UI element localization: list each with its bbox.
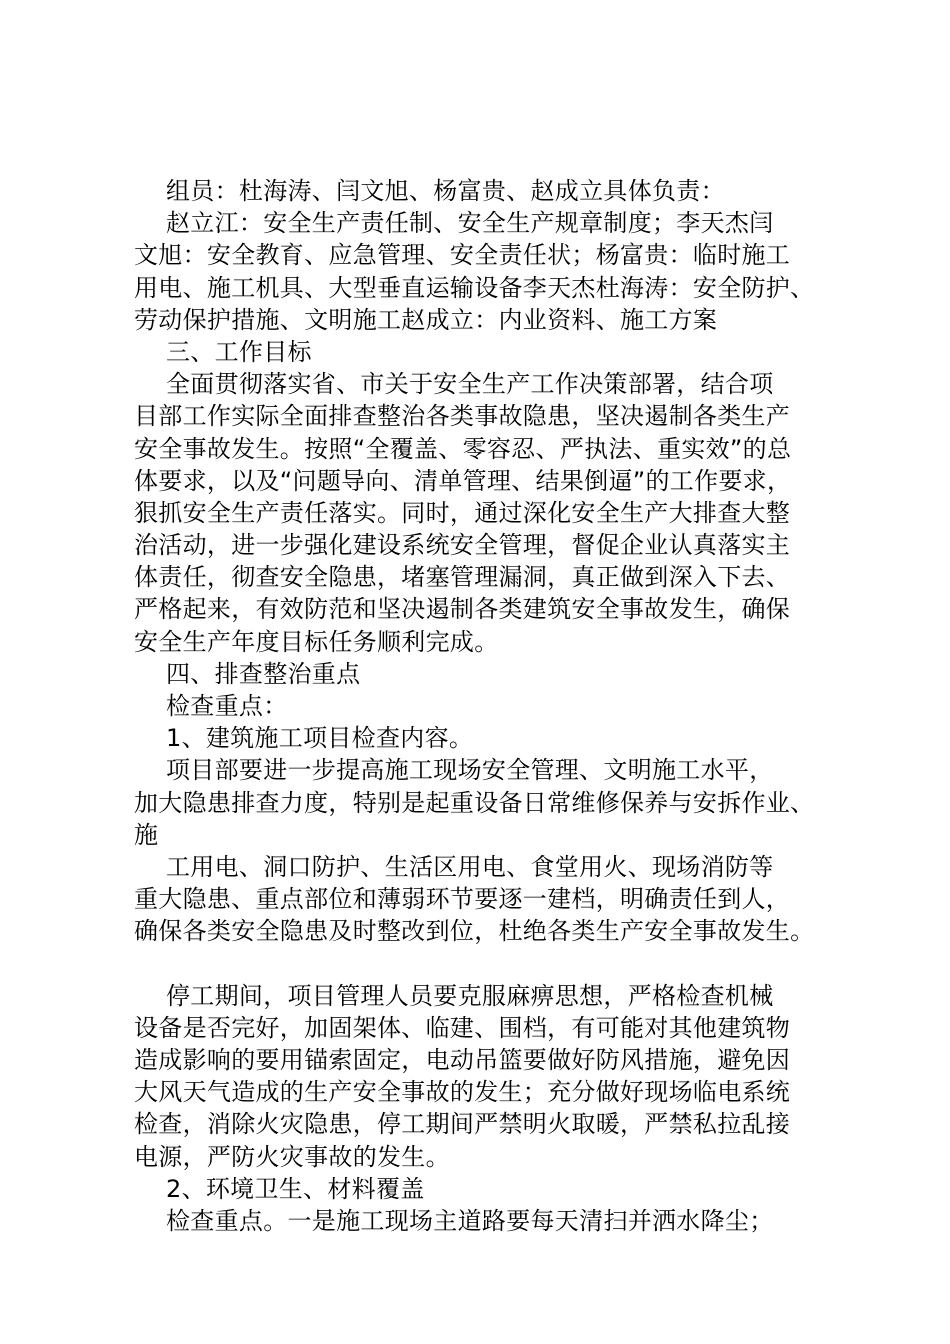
text-line: 体责任，彻查安全隐患，堵塞管理漏洞，真正做到深入下去、 [134,563,791,592]
text-line: 加大隐患排查力度，特别是起重设备日常维修保养与安拆作业、 [134,788,815,817]
text-line: 确保各类安全隐患及时整改到位，杜绝各类生产安全事故发生。 [134,917,815,946]
text-line: 重大隐患、重点部位和薄弱环节要逐一建档，明确责任到人， [134,885,791,914]
text-line: 1、建筑施工项目检查内容。 [166,724,474,753]
text-line: 大风天气造成的生产安全事故的发生；充分做好现场临电系统 [134,1078,791,1107]
text-line: 治活动，进一步强化建设系统安全管理，督促企业认真落实主 [134,531,791,560]
text-line: 劳动保护措施、文明施工赵成立：内业资料、施工方案 [134,305,718,334]
text-line: 安全事故发生。按照“全覆盖、零容忍、严执法、重实效”的总 [134,434,792,463]
text-line: 组员：杜海涛、闫文旭、杨富贵、赵成立具体负责： [166,177,725,205]
text-line: 项目部要进一步提高施工现场安全管理、文明施工水平， [166,756,774,785]
text-line: 四、排查整治重点 [166,659,361,688]
text-line: 用电、施工机具、大型垂直运输设备李天杰杜海涛：安全防护、 [134,273,815,302]
text-line: 狠抓安全生产责任落实。同时，通过深化安全生产大排查大整 [134,498,791,527]
text-line: 检查，消除火灾隐患，停工期间严禁明火取暖，严禁私拉乱接 [134,1110,791,1139]
blank-line [134,948,839,980]
text-line: 检查重点。一是施工现场主道路要每天清扫并洒水降尘； [166,1207,774,1235]
text-line: 体要求，以及“问题导向、清单管理、结果倒逼”的工作要求， [134,466,792,495]
text-line: 检查重点： [166,692,288,720]
text-line: 设备是否完好，加固架体、临建、围档，有可能对其他建筑物 [134,1013,791,1042]
text-line: 严格起来，有效防范和坚决遏制各类建筑安全事故发生，确保 [134,595,791,624]
text-line: 赵立江：安全生产责任制、安全生产规章制度；李天杰闫 [166,209,774,238]
text-line: 施 [134,820,159,849]
document-body [134,175,839,1237]
text-line: 2、环境卫生、材料覆盖 [166,1174,425,1203]
text-line: 造成影响的要用锚索固定，电动吊篮要做好防风措施，避免因 [134,1046,791,1075]
text-line: 电源，严防火灾事故的发生。 [134,1142,450,1171]
text-line: 目部工作实际全面排查整治各类事故隐患，坚决遏制各类生产 [134,402,791,431]
text-line: 全面贯彻落实省、市关于安全生产工作决策部署，结合项 [166,370,774,399]
text-line: 三、工作目标 [166,337,312,366]
text-line: 文旭：安全教育、应急管理、安全责任状；杨富贵：临时施工 [134,241,791,270]
text-line: 停工期间，项目管理人员要克服麻痹思想，严格检查机械 [166,981,774,1010]
text-line: 安全生产年度目标任务顺利完成。 [134,627,499,656]
text-line: 工用电、洞口防护、生活区用电、食堂用火、现场消防等 [166,852,774,881]
